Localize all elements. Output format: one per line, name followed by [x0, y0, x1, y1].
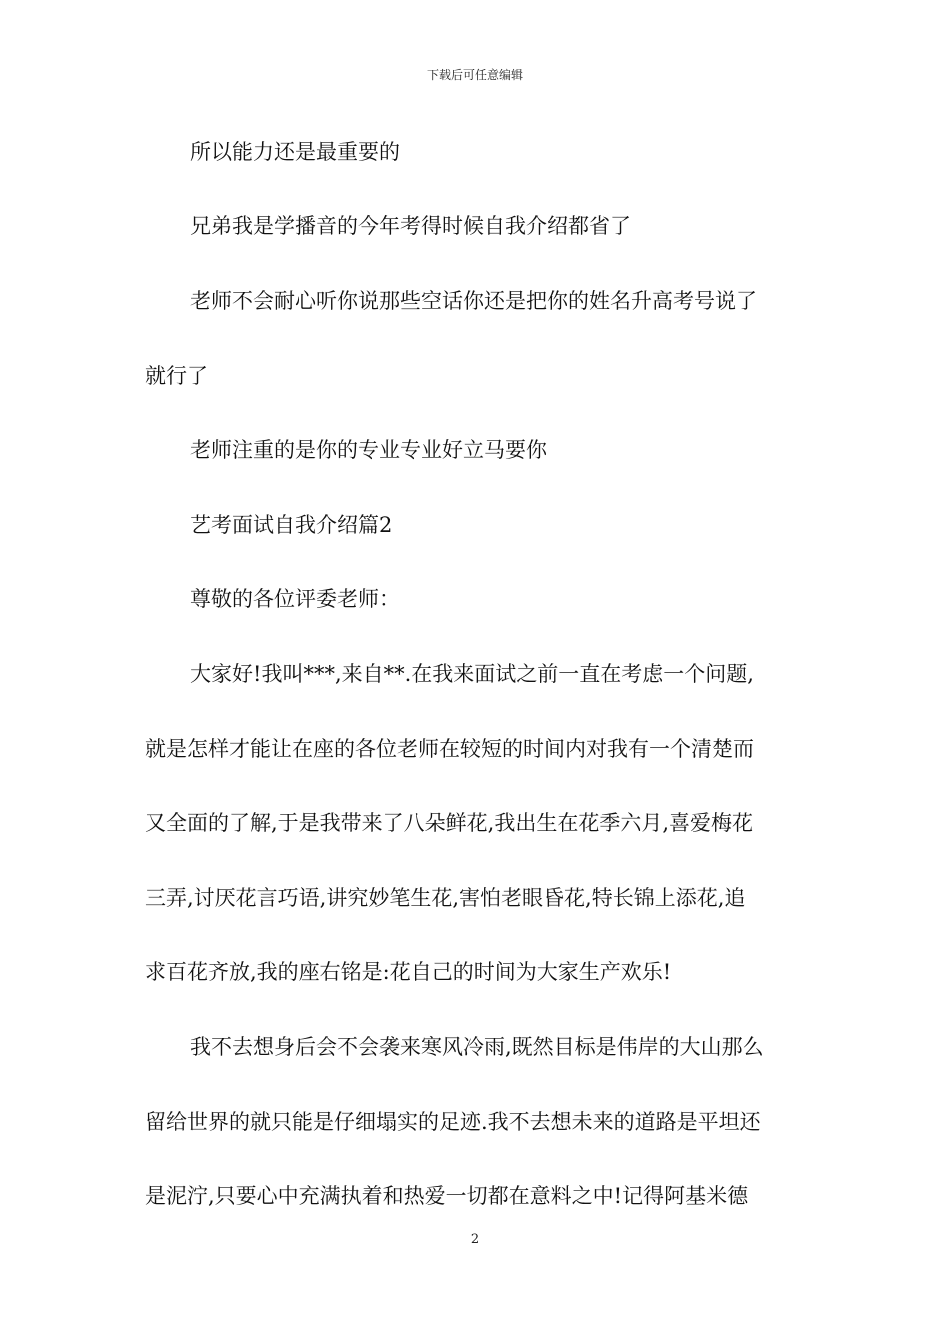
paragraph-line: 是泥泞,只要心中充满执着和热爱一切都在意料之中!记得阿基米德 [145, 1184, 749, 1208]
page-header: 下载后可任意编辑 [426, 68, 523, 82]
page-number: 2 [470, 1232, 480, 1247]
paragraph-line: 留给世界的就只能是仔细塌实的足迹.我不去想未来的道路是平坦还 [145, 1110, 761, 1134]
paragraph-line: 求百花齐放,我的座右铭是:花自己的时间为大家生产欢乐! [145, 960, 672, 984]
paragraph-line: 大家好!我叫***,来自**.在我来面试之前一直在考虑一个问题, [190, 662, 754, 686]
paragraph-line: 老师注重的是你的专业专业好立马要你 [190, 438, 547, 462]
paragraph-line: 三弄,讨厌花言巧语,讲究妙笔生花,害怕老眼昏花,特长锦上添花,追 [145, 886, 746, 910]
paragraph-line: 老师不会耐心听你说那些空话你还是把你的姓名升高考号说了 [190, 289, 757, 313]
section-heading: 艺考面试自我介绍篇2 [190, 513, 393, 537]
paragraph-line: 又全面的了解,于是我带来了八朵鲜花,我出生在花季六月,喜爱梅花 [145, 811, 754, 835]
paragraph-line: 所以能力还是最重要的 [190, 140, 400, 164]
salutation: 尊敬的各位评委老师： [190, 587, 400, 611]
paragraph-line: 就行了 [145, 364, 208, 388]
paragraph-line: 就是怎样才能让在座的各位老师在较短的时间内对我有一个清楚而 [145, 737, 754, 761]
paragraph-line: 兄弟我是学播音的今年考得时候自我介绍都省了 [190, 214, 631, 238]
paragraph-line: 我不去想身后会不会袭来寒风冷雨,既然目标是伟岸的大山那么 [190, 1035, 764, 1059]
